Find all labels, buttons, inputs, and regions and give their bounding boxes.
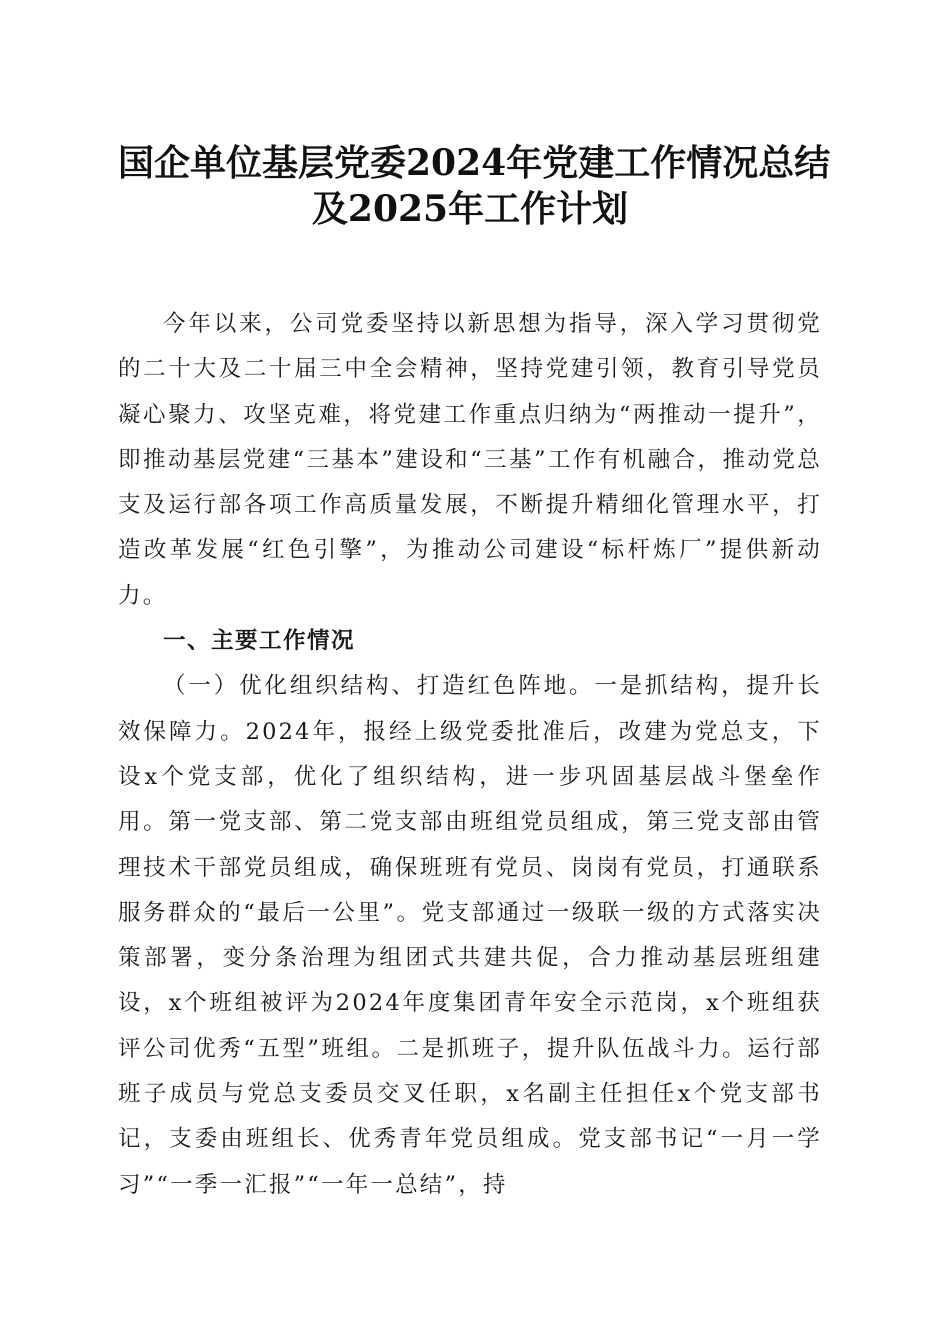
intro-paragraph: 今年以来，公司党委坚持以新思想为指导，深入学习贯彻党的二十大及二十届三中全会精神，坚持党建引领，教育引导党员凝心聚力、攻坚克难，将党建工作重点归纳为“两推动一提升”，即推动基层党建“三基本”建设和“三基”工作有机融合，推动党总支及运行部各项工作高质量发展，不断提升精细化管理水平，打造改革发展“红色引擎”，为推动公司建设“标杆炼厂”提供新动力。 bbox=[118, 311, 822, 609]
item1-body: 一是抓结构，提升长效保障力。2024年，报经上级党委批准后，改建为党总支，下设x个党支部，优化了组织结构，进一步巩固基层战斗堡垒作用。第一党支部、第二党支部由班组党员组成，第三党支部由管理技术干部党员组成，确保班班有党员、岗岗有党员，打通联系服务群众的“最后一公里”。党支部通过一级联一级的方式落实决策部署，变分条治理为组团式共建共促，合力推动基层班组建设，x个班组被评为2024年度集团青年安全示范岗，x个班组获评公司优秀“五型”班组。二是抓班子，提升队伍战斗力。运行部班子成员与党总支委员交叉任职，x名副主任担任x个党支部书记，支委由班组长、优秀青年党员组成。党支部书记“一月一学习”“一季一汇报”“一年一总结”，持 bbox=[118, 673, 822, 1198]
item1-title: （一）优化组织结构、打造红色阵地。 bbox=[163, 673, 595, 700]
document-title bbox=[118, 140, 831, 232]
document-body bbox=[118, 302, 822, 1208]
section1-item1-paragraph bbox=[118, 664, 822, 1208]
title-line-2: 及2025年工作计划 bbox=[311, 188, 629, 230]
title-line-1: 国企单位基层党委2024年党建工作情况总结 bbox=[118, 142, 831, 184]
section-heading-main-work: 一、主要工作情况 bbox=[163, 628, 356, 655]
